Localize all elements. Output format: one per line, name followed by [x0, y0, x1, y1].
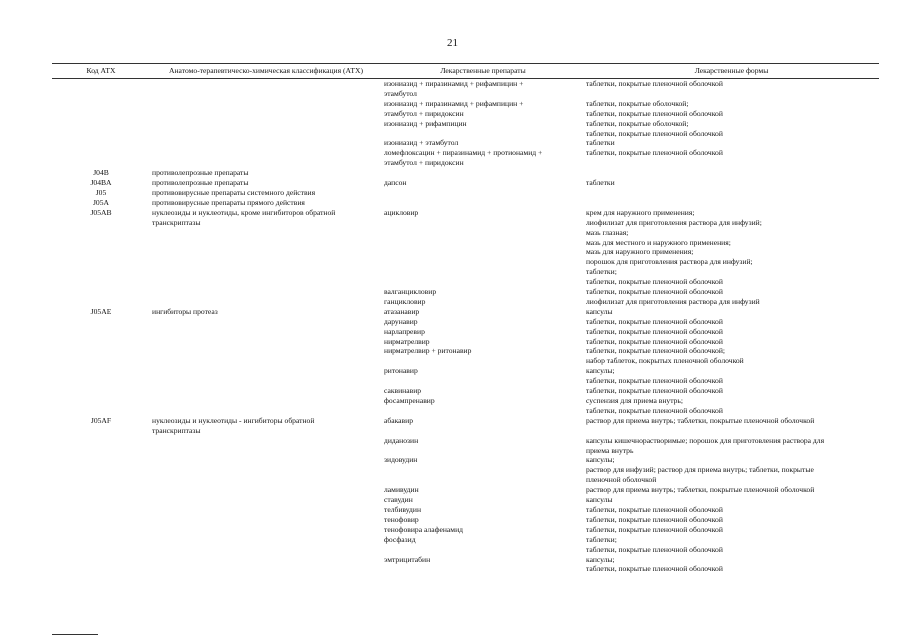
atc-classification-cell [150, 188, 382, 198]
drug-line: нарлапревир [384, 326, 425, 336]
table-row [52, 455, 879, 485]
form-line: капсулы [586, 495, 613, 505]
drug-line: ламивудин [384, 485, 419, 495]
atc-code-cell [52, 505, 150, 515]
atc-line: транскриптазы [152, 217, 201, 227]
table-row [52, 366, 879, 386]
form-line: раствор для приема внутрь; таблетки, покрытые пленочной оболочкой [586, 415, 815, 425]
table-row [52, 317, 879, 327]
drug-cell [382, 485, 584, 495]
table-row [52, 525, 879, 535]
drug-cell [382, 505, 584, 515]
form-line: таблетки [586, 178, 615, 188]
atc-code-cell [52, 386, 150, 396]
atc-code-cell: J04B [93, 168, 109, 178]
dosage-form-cell [584, 138, 879, 148]
dosage-form-cell [584, 495, 879, 505]
dosage-form-cell [584, 535, 879, 555]
drug-line: зидовудин [384, 455, 418, 465]
dosage-form-cell [584, 148, 879, 168]
dosage-form-cell [584, 525, 879, 535]
dosage-form-cell [584, 337, 879, 347]
dosage-form-cell [584, 99, 879, 119]
footnote-rule [52, 634, 98, 635]
form-line: набор таблеток, покрытых пленочной оболочкой [586, 356, 744, 366]
header-forms: Лекарственные формы [584, 64, 879, 79]
form-line: таблетки, покрытые пленочной оболочкой [586, 564, 723, 574]
form-line: раствор для приема внутрь; таблетки, покрытые пленочной оболочкой [586, 485, 815, 495]
table-row [52, 178, 879, 188]
dosage-form-cell [584, 455, 879, 485]
form-line: раствор для инфузий; раствор для приема внутрь; таблетки, покрытые [586, 465, 814, 475]
drug-line: изониазид + пиразинамид + рифампицин + [384, 79, 524, 88]
form-line: мазь для местного и наружного применения; [586, 237, 731, 247]
drug-line: нирматрелвир + ритонавир [384, 346, 472, 356]
drug-cell [382, 208, 584, 287]
atc-classification-cell [150, 138, 382, 148]
table-row [52, 505, 879, 515]
form-line: капсулы [586, 306, 613, 316]
form-line: капсулы; [586, 455, 615, 465]
atc-classification-cell [150, 346, 382, 366]
atc-code-cell [52, 337, 150, 347]
atc-code-cell [52, 535, 150, 555]
atc-classification-cell [150, 327, 382, 337]
drug-cell [382, 396, 584, 416]
drug-cell [382, 327, 584, 337]
table-body [52, 79, 879, 575]
form-line: капсулы; [586, 366, 615, 376]
table-row [52, 386, 879, 396]
form-line: капсулы кишечнорастворимые; порошок для приготовления раствора для [586, 435, 825, 445]
table-row [52, 148, 879, 168]
drug-line: этамбутол + пиридоксин [384, 108, 464, 118]
atc-classification-cell [150, 505, 382, 515]
table-row [52, 297, 879, 307]
atc-classification-cell [150, 366, 382, 386]
form-line: таблетки, покрытые пленочной оболочкой [586, 79, 723, 88]
drug-cell [382, 168, 584, 178]
table-row [52, 515, 879, 525]
form-line: таблетки, покрытые пленочной оболочкой [586, 128, 723, 138]
atc-line: транскриптазы [152, 425, 201, 435]
atc-classification-cell [150, 198, 382, 208]
atc-code-cell [52, 297, 150, 307]
form-line: таблетки, покрытые пленочной оболочкой [586, 148, 723, 158]
drug-cell [382, 535, 584, 555]
drug-line: ритонавир [384, 366, 418, 376]
table-row [52, 307, 879, 317]
dosage-form-cell [584, 188, 879, 198]
atc-classification-cell [150, 525, 382, 535]
form-line: приема внутрь [586, 445, 634, 455]
drug-cell [382, 178, 584, 188]
drug-line: ставудин [384, 495, 413, 505]
dosage-form-cell [584, 346, 879, 366]
atc-classification-cell [150, 337, 382, 347]
form-line: таблетки, покрытые пленочной оболочкой [586, 544, 723, 554]
drug-cell [382, 307, 584, 317]
atc-code-cell [52, 79, 150, 99]
dosage-form-cell [584, 386, 879, 396]
table-row [52, 396, 879, 416]
atc-code-cell [52, 436, 150, 456]
atc-classification-cell [150, 515, 382, 525]
drug-line: эмтрицитабин [384, 554, 431, 564]
table-row [52, 555, 879, 575]
dosage-form-cell [584, 317, 879, 327]
atc-code-cell [52, 287, 150, 297]
atc-line: противолепрозные препараты [152, 168, 249, 178]
atc-classification-cell [150, 436, 382, 456]
drug-line: дарунавир [384, 316, 418, 326]
form-line: таблетки, покрытые пленочной оболочкой [586, 277, 723, 287]
atc-classification-cell [150, 396, 382, 416]
form-line: таблетки, покрытые пленочной оболочкой [586, 405, 723, 415]
drug-cell [382, 455, 584, 485]
atc-code-cell: J04BA [90, 178, 112, 188]
form-line: таблетки, покрытые пленочной оболочкой; [586, 346, 725, 356]
table-row [52, 188, 879, 198]
drug-cell [382, 79, 584, 99]
atc-code-cell [52, 138, 150, 148]
drug-line: абакавир [384, 415, 413, 425]
table-header-row [52, 64, 879, 79]
drug-cell [382, 297, 584, 307]
table-row [52, 79, 879, 99]
atc-classification-cell [150, 79, 382, 99]
atc-classification-cell [150, 119, 382, 139]
dosage-form-cell [584, 366, 879, 386]
drug-line: этамбутол + пиридоксин [384, 158, 464, 168]
dosage-form-cell [584, 515, 879, 525]
atc-classification-cell [150, 317, 382, 327]
drug-cell [382, 119, 584, 139]
atc-code-cell [52, 555, 150, 575]
table-row [52, 208, 879, 287]
atc-code-cell [52, 485, 150, 495]
form-line: порошок для приготовления раствора для инфузий; [586, 257, 753, 267]
atc-code-cell [52, 346, 150, 366]
form-line: крем для наружного применения; [586, 207, 695, 217]
drug-line: ацикловир [384, 207, 419, 217]
table-row [52, 535, 879, 555]
atc-line: противолепрозные препараты [152, 178, 249, 188]
table-row [52, 436, 879, 456]
dosage-form-cell [584, 485, 879, 495]
form-line [586, 426, 877, 436]
form-line: таблетки, покрытые пленочной оболочкой [586, 326, 723, 336]
drug-line: тенофовира алафенамид [384, 524, 464, 534]
table-row [52, 337, 879, 347]
page-number: 21 [447, 37, 458, 49]
atc-code-cell [52, 119, 150, 139]
dosage-form-cell [584, 307, 879, 317]
form-line: лиофилизат для приготовления раствора для инфузий; [586, 217, 762, 227]
drug-cell [382, 148, 584, 168]
drug-cell [382, 495, 584, 505]
medicines-table [52, 63, 879, 574]
drug-cell [382, 346, 584, 366]
drug-line: ганцикловир [384, 296, 426, 306]
drug-cell [382, 525, 584, 535]
atc-code-cell: J05 [95, 187, 107, 197]
dosage-form-cell [584, 198, 879, 208]
table-row [52, 138, 879, 148]
form-line: таблетки, покрытые оболочкой; [586, 98, 689, 108]
table-row [52, 346, 879, 366]
form-line: таблетки, покрытые пленочной оболочкой [586, 336, 723, 346]
dosage-form-cell [584, 436, 879, 456]
form-line: пленочной оболочкой [586, 475, 657, 485]
drug-line: дапсон [384, 178, 407, 188]
form-line: мазь глазная; [586, 227, 629, 237]
atc-classification-cell [150, 99, 382, 119]
drug-cell [382, 366, 584, 386]
form-line: таблетки, покрытые пленочной оболочкой [586, 316, 723, 326]
atc-code-cell [52, 495, 150, 505]
drug-cell [382, 99, 584, 119]
dosage-form-cell [584, 208, 879, 287]
dosage-form-cell [584, 297, 879, 307]
form-line: таблетки, покрытые пленочной оболочкой [586, 376, 723, 386]
atc-classification-cell [150, 386, 382, 396]
atc-classification-cell [150, 148, 382, 168]
atc-classification-cell [150, 416, 382, 436]
atc-line: нуклеозиды и нуклеотиды - ингибиторы обратной [152, 415, 315, 425]
table-row [52, 495, 879, 505]
atc-line: ингибиторы протеаз [152, 306, 218, 316]
dosage-form-cell [584, 396, 879, 416]
dosage-form-cell [584, 178, 879, 188]
drug-cell [382, 436, 584, 456]
atc-code-cell [52, 327, 150, 337]
form-line: таблетки [586, 138, 615, 148]
form-line: капсулы; [586, 554, 615, 564]
form-line: таблетки, покрытые пленочной оболочкой [586, 504, 723, 514]
atc-code-cell: J05AB [90, 207, 112, 217]
drug-cell [382, 138, 584, 148]
atc-classification-cell [150, 287, 382, 297]
atc-code-cell [52, 99, 150, 119]
table-row [52, 99, 879, 119]
form-line: суспензия для приема внутрь; [586, 396, 683, 405]
drug-cell [382, 287, 584, 297]
table-row [52, 168, 879, 178]
header-code: Код АТХ [52, 64, 150, 79]
drug-line: нирматрелвир [384, 336, 430, 346]
form-line: таблетки; [586, 267, 617, 277]
dosage-form-cell [584, 168, 879, 178]
atc-classification-cell [150, 178, 382, 188]
atc-classification-cell [150, 307, 382, 317]
atc-code-cell [52, 366, 150, 386]
atc-code-cell [52, 396, 150, 416]
atc-line: нуклеозиды и нуклеотиды, кроме ингибиторов обратной [152, 207, 336, 217]
dosage-form-cell [584, 287, 879, 297]
drug-line: изониазид + пиразинамид + рифампицин + [384, 98, 524, 108]
dosage-form-cell [584, 79, 879, 99]
form-line: таблетки, покрытые пленочной оболочкой [586, 514, 723, 524]
atc-code-cell [52, 525, 150, 535]
form-line: таблетки; [586, 534, 617, 544]
table-row [52, 119, 879, 139]
form-line: мазь для наружного применения; [586, 247, 694, 257]
drug-cell [382, 188, 584, 198]
atc-code-cell: J05AF [90, 415, 112, 425]
atc-classification-cell [150, 208, 382, 287]
drug-line: атазанавир [384, 306, 420, 316]
form-line: таблетки, покрытые пленочной оболочкой [586, 386, 723, 396]
form-line: таблетки, покрытые пленочной оболочкой [586, 287, 723, 297]
drug-cell [382, 555, 584, 575]
table-row [52, 198, 879, 208]
form-line: таблетки, покрытые пленочной оболочкой [586, 524, 723, 534]
drug-line: фосфазид [384, 534, 416, 544]
atc-classification-cell [150, 455, 382, 485]
table-row [52, 485, 879, 495]
atc-code-cell [52, 455, 150, 485]
dosage-form-cell [584, 416, 879, 436]
drug-line: диданозин [384, 435, 419, 445]
form-line: таблетки, покрытые оболочкой; [586, 118, 689, 128]
dosage-form-cell [584, 505, 879, 515]
drug-line: тенофовир [384, 514, 419, 524]
atc-classification-cell [150, 485, 382, 495]
header-drugs: Лекарственные препараты [382, 64, 584, 79]
atc-classification-cell [150, 495, 382, 505]
table-row [52, 416, 879, 436]
drug-line: ломефлоксацин + пиразинамид + протионамид + [384, 148, 543, 158]
atc-classification-cell [150, 555, 382, 575]
drug-line: телбивудин [384, 504, 422, 514]
drug-cell [382, 515, 584, 525]
drug-line: фосампренавир [384, 396, 435, 405]
atc-classification-cell [150, 535, 382, 555]
form-line: таблетки, покрытые пленочной оболочкой [586, 108, 723, 118]
atc-line: противовирусные препараты прямого действия [152, 197, 305, 207]
atc-classification-cell [150, 168, 382, 178]
drug-line: этамбутол [384, 88, 417, 98]
atc-line: противовирусные препараты системного действия [152, 187, 316, 197]
form-line: лиофилизат для приготовления раствора для инфузий [586, 296, 760, 306]
atc-code-cell [52, 515, 150, 525]
drug-cell [382, 416, 584, 436]
drug-cell [382, 337, 584, 347]
header-atc: Анатомо-терапевтическо-химическая классификация (АТХ) [150, 64, 382, 79]
table-row [52, 327, 879, 337]
atc-classification-cell [150, 297, 382, 307]
drug-cell [382, 317, 584, 327]
atc-code-cell [52, 317, 150, 327]
atc-code-cell: J05AE [90, 306, 112, 316]
atc-code-cell [52, 148, 150, 168]
atc-code-cell: J05A [92, 197, 110, 207]
dosage-form-cell [584, 119, 879, 139]
drug-cell [382, 386, 584, 396]
drug-cell [382, 198, 584, 208]
table-row [52, 287, 879, 297]
dosage-form-cell [584, 555, 879, 575]
dosage-form-cell [584, 327, 879, 337]
drug-line: саквинавир [384, 386, 422, 396]
drug-line: изониазид + этамбутол [384, 138, 459, 148]
drug-line: валганцикловир [384, 287, 437, 297]
drug-line: изониазид + рифампицин [384, 118, 467, 128]
